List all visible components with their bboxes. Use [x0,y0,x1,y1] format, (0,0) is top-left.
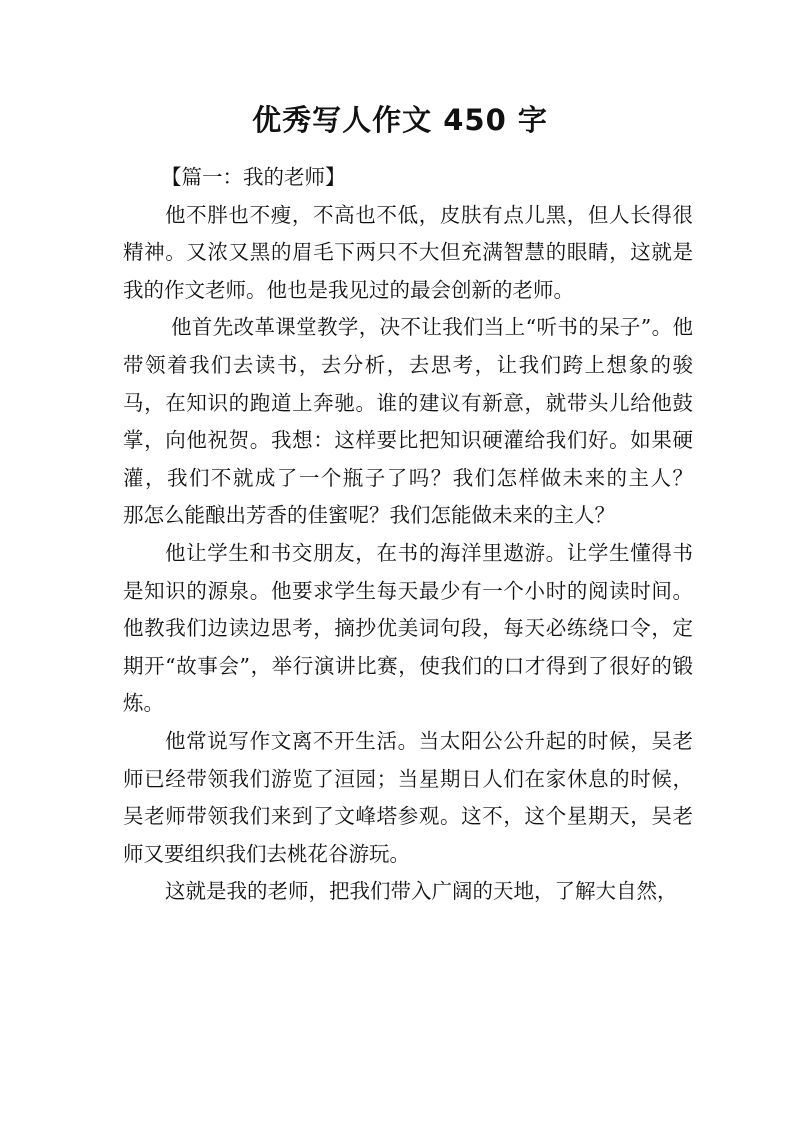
paragraph-3: 他让学生和书交朋友，在书的海洋里遨游。让学生懂得书是知识的源泉。他要求学生每天最少有一个小时的阅读时间。他教我们边读边思考，摘抄优美词句段，每天必练绕口令，定期开“故事会”，举行演讲比赛，使我们的口才得到了很好的锻炼。 [123,540,693,716]
paragraph-1: 他不胖也不瘦，不高也不低，皮肤有点儿黑，但人长得很精神。又浓又黑的眉毛下两只不大但充满智慧的眼睛，这就是我的作文老师。他也是我见过的最会创新的老师。 [123,202,693,302]
paragraph-4: 他常说写作文离不开生活。当太阳公公升起的时候，吴老师已经带领我们游览了洹园；当星期日人们在家休息的时候，吴老师带领我们来到了文峰塔参观。这不，这个星期天，吴老师又要组织我们去桃花谷游玩。 [123,728,693,866]
section-heading: 【篇一：我的老师】 [161,165,346,189]
document-body [123,159,714,911]
document-title: 优秀写人作文 450 字 [252,103,548,137]
paragraph-2: 他首先改革课堂教学，决不让我们当上“听书的呆子”。他带领着我们去读书，去分析，去思考，让我们跨上想象的骏马，在知识的跑道上奔驰。谁的建议有新意，就带头儿给他鼓掌，向他祝贺。我想：这样要比把知识硬灌给我们好。如果硬灌，我们不就成了一个瓶子了吗？我们怎样做未来的主人？ 那怎么能酿出芳香的佳蜜呢？我们怎能做未来的主人？ [123,315,714,528]
paragraph-5: 这就是我的老师，把我们带入广阔的天地，了解大自然， [165,879,678,904]
